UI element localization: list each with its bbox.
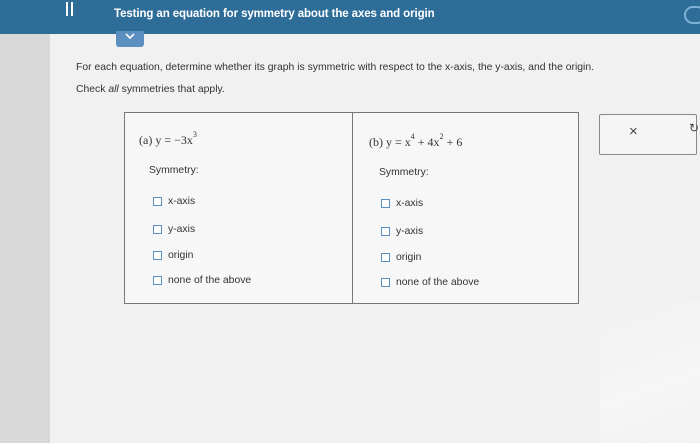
checkbox-origin-a[interactable]	[153, 248, 193, 262]
equation-a	[139, 130, 197, 148]
answer-table	[124, 112, 579, 304]
instructions-suffix: symmetries that apply.	[118, 84, 225, 95]
equation-b	[369, 132, 463, 150]
top-header-bar	[0, 0, 700, 34]
checkbox-none-a[interactable]	[153, 273, 251, 287]
instructions-prefix: Check	[76, 84, 109, 95]
instructions-emphasis: all	[108, 84, 119, 95]
instructions-line-1: For each equation, determine whether its graph is symmetric with respect to the x-axis, the y-axis, and the origin.	[76, 62, 595, 73]
page-title: Testing an equation for symmetry about the axes and origin	[114, 8, 435, 20]
option-label: x-axis	[396, 197, 424, 209]
equation-a-exponent: 3	[192, 130, 197, 139]
checkbox-none-b[interactable]	[381, 275, 479, 289]
option-label: y-axis	[168, 223, 196, 235]
problem-a-label: (a)	[139, 133, 153, 147]
checkbox-box[interactable]	[381, 253, 390, 262]
option-label: none of the above	[168, 274, 252, 286]
checkbox-box[interactable]	[153, 276, 162, 285]
option-label: x-axis	[168, 195, 196, 207]
equation-b-term-1: y = x	[386, 135, 411, 149]
checkbox-box[interactable]	[381, 199, 390, 208]
progress-dial-icon[interactable]	[684, 6, 700, 24]
problem-b-column	[353, 113, 579, 303]
equation-a-body: y = −3x	[155, 133, 193, 147]
option-label: none of the above	[396, 276, 480, 288]
option-label: origin	[396, 251, 422, 263]
close-icon[interactable]: ×	[629, 123, 638, 140]
checkbox-box[interactable]	[153, 197, 162, 206]
instructions-text	[76, 57, 686, 101]
hamburger-icon[interactable]	[62, 2, 78, 18]
checkbox-box[interactable]	[153, 225, 162, 234]
equation-b-term-3: + 6	[443, 135, 463, 149]
checkbox-y-axis-a[interactable]	[153, 222, 195, 236]
equation-b-exponent-2: 2	[439, 132, 444, 141]
redo-icon[interactable]: ↻	[689, 121, 700, 135]
problem-a-column	[125, 113, 351, 303]
checkbox-box[interactable]	[381, 278, 390, 287]
option-label: y-axis	[396, 225, 424, 237]
checkbox-box[interactable]	[153, 251, 162, 260]
equation-b-exponent-1: 4	[410, 132, 415, 141]
tools-panel	[599, 114, 700, 155]
chevron-down-icon[interactable]	[116, 31, 144, 47]
checkbox-box[interactable]	[381, 227, 390, 236]
symmetry-label: Symmetry:	[149, 165, 199, 176]
checkbox-x-axis-a[interactable]	[153, 194, 195, 208]
symmetry-label: Symmetry:	[379, 167, 429, 178]
option-label: origin	[168, 249, 194, 261]
checkbox-x-axis-b[interactable]	[381, 196, 423, 210]
checkbox-y-axis-b[interactable]	[381, 224, 423, 238]
checkbox-origin-b[interactable]	[381, 250, 421, 264]
equation-b-term-2: + 4x	[414, 135, 440, 149]
instructions-line-2	[76, 79, 686, 101]
problem-b-label: (b)	[369, 135, 383, 149]
